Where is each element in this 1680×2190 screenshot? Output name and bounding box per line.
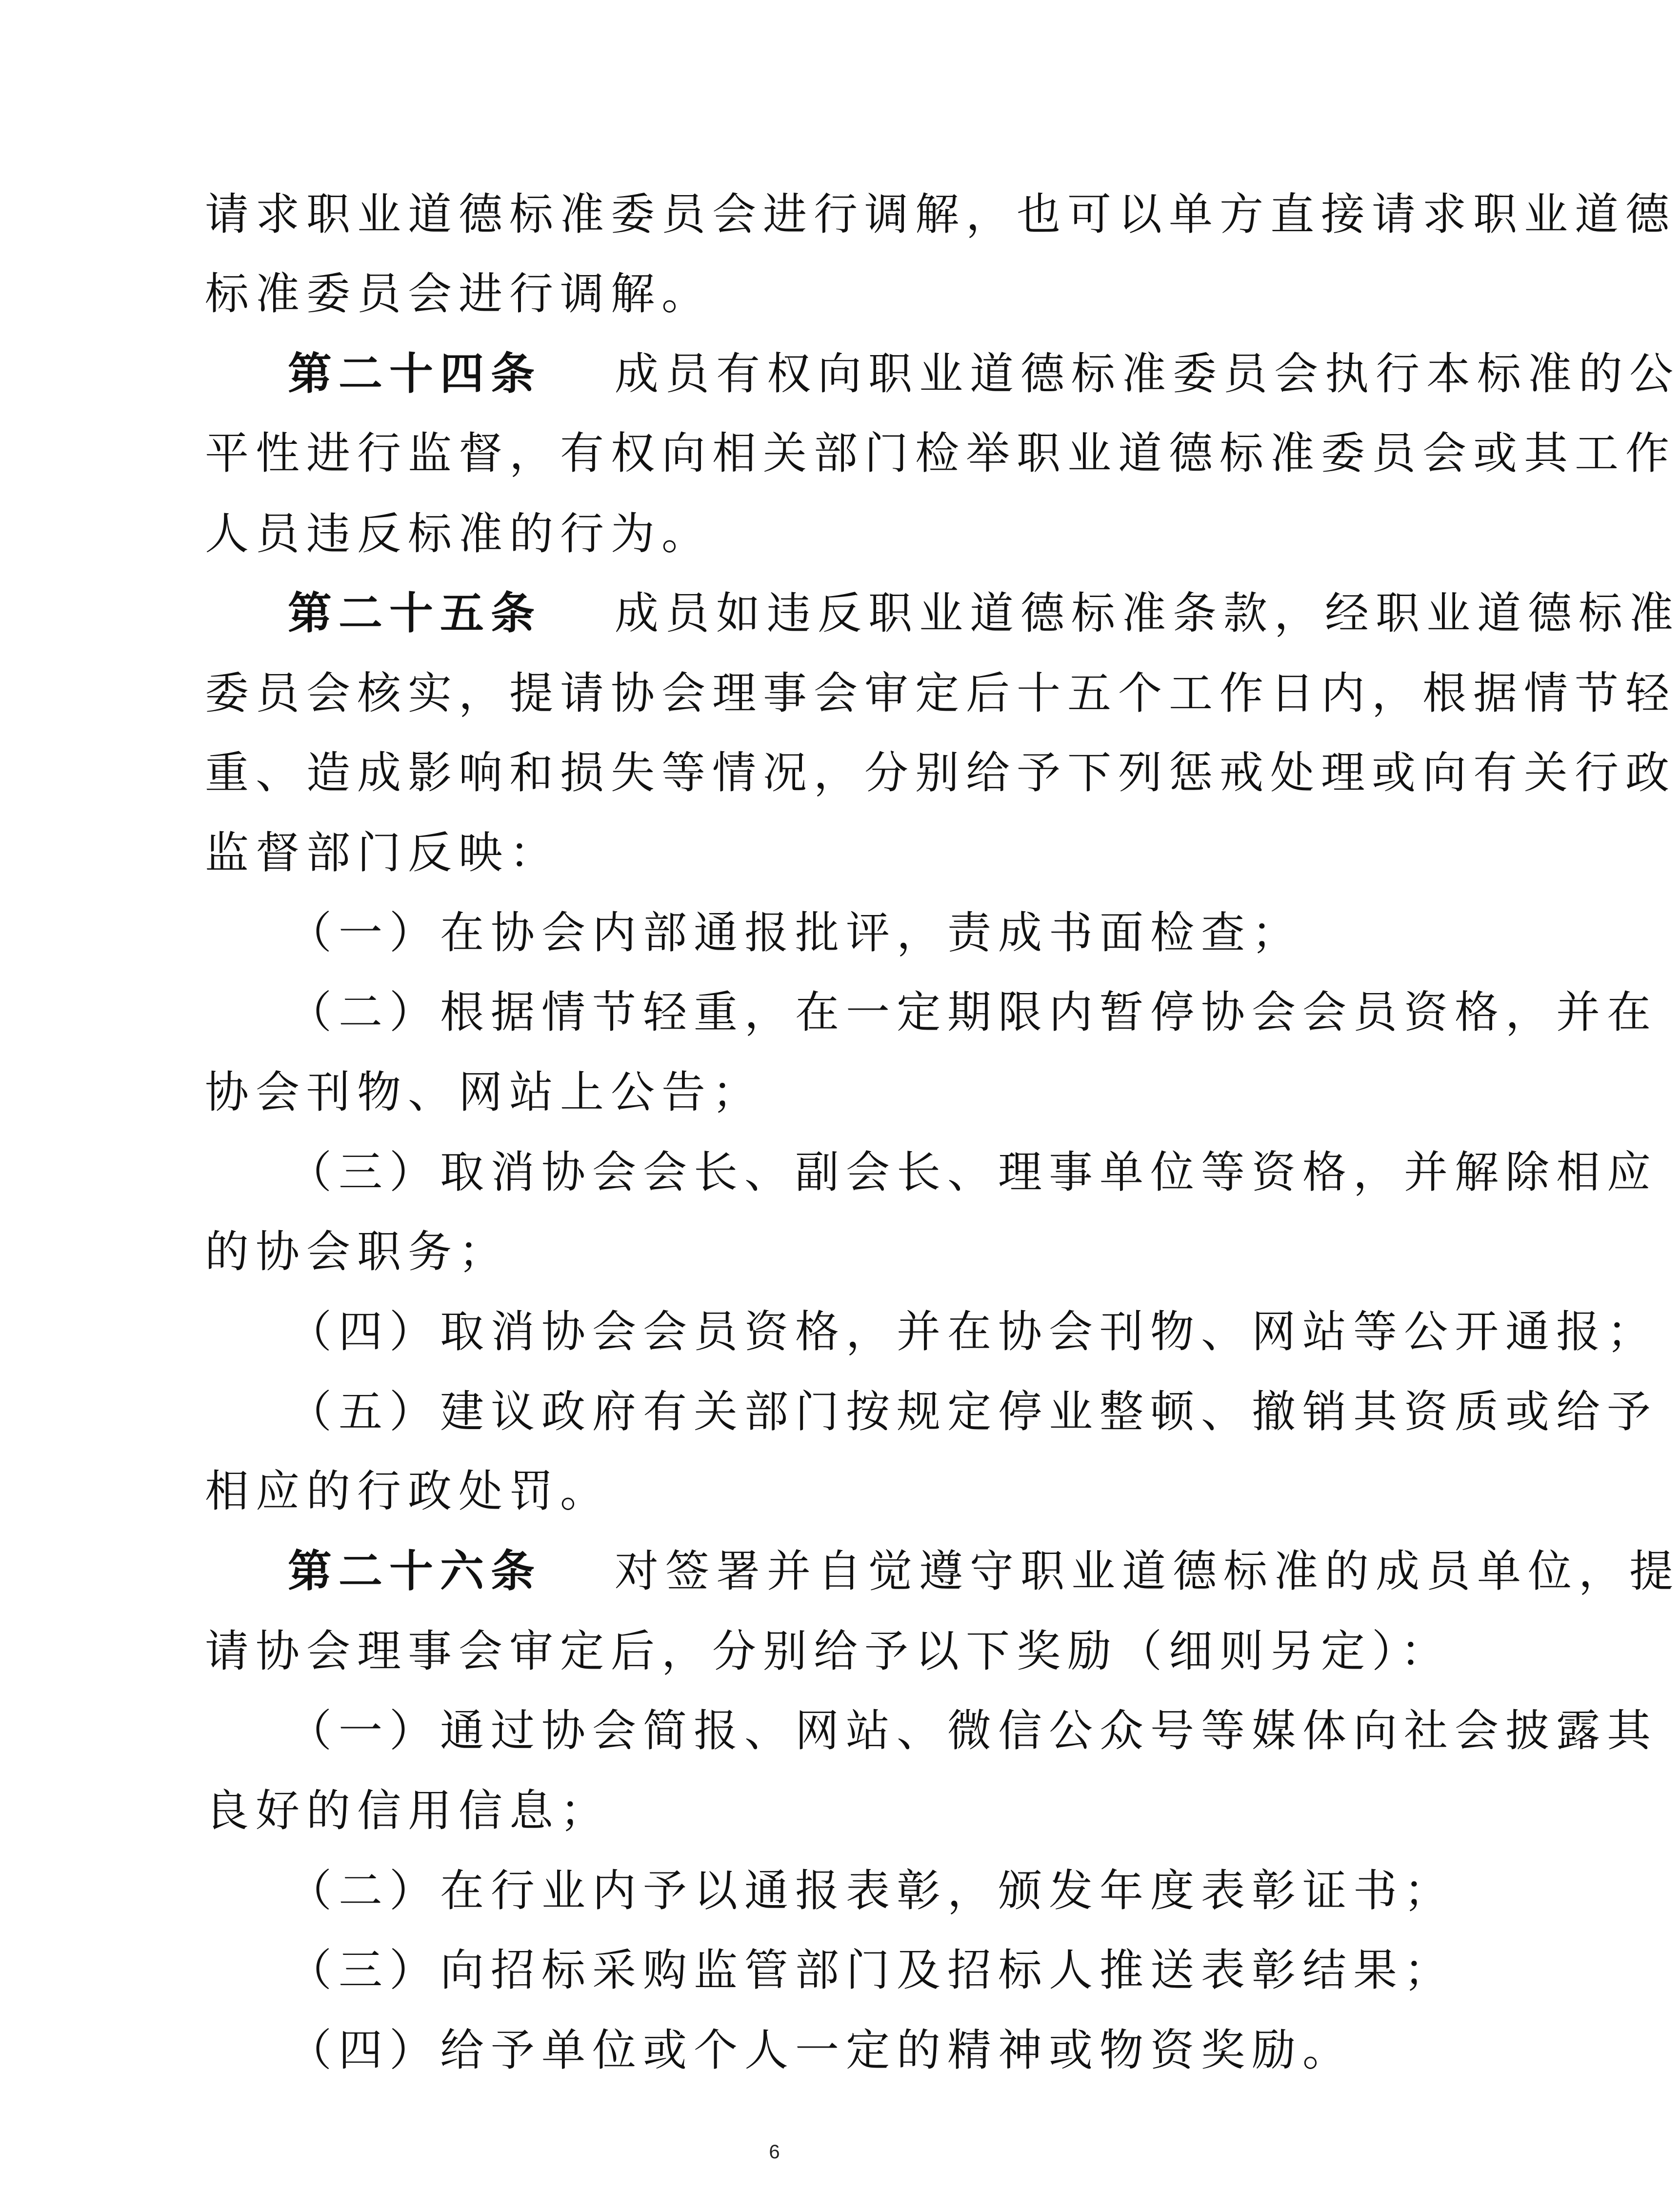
paragraph-line: 请求职业道德标准委员会进行调解，也可以单方直接请求职业道德	[205, 189, 1676, 240]
paragraph-line: 标准委员会进行调解。	[205, 268, 712, 319]
article-heading: 第二十六条	[288, 1546, 541, 1597]
page-number: 6	[769, 2141, 780, 2163]
list-item-continuation: 良好的信用信息；	[205, 1785, 611, 1836]
list-item-continuation: 相应的行政处罚。	[205, 1466, 611, 1517]
paragraph-line: 对签署并自觉遵守职业道德标准的成员单位，提	[615, 1546, 1680, 1597]
list-item: （二）在行业内予以通报表彰，颁发年度表彰证书；	[288, 1865, 1455, 1916]
article-24	[288, 347, 1680, 401]
list-item: （一）通过协会简报、网站、微信公众号等媒体向社会披露其	[288, 1705, 1658, 1756]
list-item-continuation: 的协会职务；	[205, 1226, 509, 1277]
list-item-continuation: 协会刊物、网站上公告；	[205, 1067, 763, 1118]
list-item: （三）向招标采购监管部门及招标人推送表彰结果；	[288, 1945, 1455, 1996]
paragraph-line: 成员如违反职业道德标准条款，经职业道德标准	[615, 588, 1680, 639]
list-item: （二）根据情节轻重，在一定期限内暂停协会会员资格，并在	[288, 987, 1658, 1038]
paragraph-line: 人员违反标准的行为。	[205, 508, 712, 559]
list-item: （四）取消协会会员资格，并在协会刊物、网站等公开通报；	[288, 1306, 1658, 1357]
paragraph-line: 重、造成影响和损失等情况，分别给予下列惩戒处理或向有关行政	[205, 747, 1676, 798]
list-item: （一）在协会内部通报批评，责成书面检查；	[288, 907, 1302, 958]
list-item: （三）取消协会会长、副会长、理事单位等资格，并解除相应	[288, 1147, 1658, 1198]
article-25	[288, 587, 1680, 640]
list-item: （五）建议政府有关部门按规定停业整顿、撤销其资质或给予	[288, 1386, 1658, 1437]
list-item: （四）给予单位或个人一定的精神或物资奖励。	[288, 2025, 1353, 2076]
article-26	[288, 1545, 1680, 1598]
paragraph-line: 委员会核实，提请协会理事会审定后十五个工作日内，根据情节轻	[205, 668, 1676, 719]
article-heading: 第二十五条	[288, 588, 541, 639]
paragraph-line: 成员有权向职业道德标准委员会执行本标准的公	[615, 348, 1680, 399]
paragraph-line: 请协会理事会审定后，分别给予以下奖励（细则另定）：	[205, 1626, 1451, 1677]
article-heading: 第二十四条	[288, 348, 541, 399]
paragraph-line: 监督部门反映：	[205, 827, 560, 878]
paragraph-line: 平性进行监督，有权向相关部门检举职业道德标准委员会或其工作	[205, 428, 1676, 479]
